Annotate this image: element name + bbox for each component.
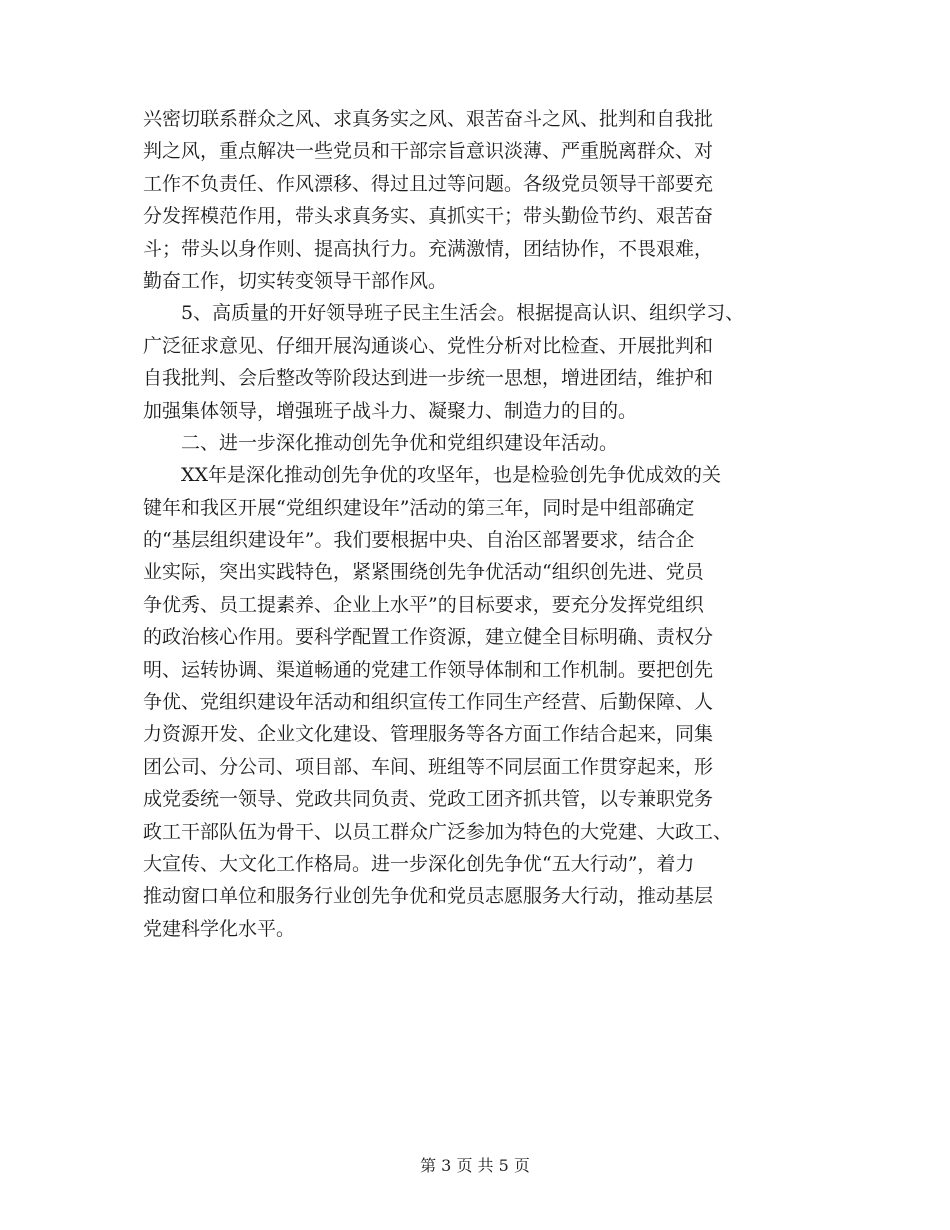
section-heading: 二、进一步深化推动创先争优和党组织建设年活动。 bbox=[143, 431, 619, 454]
text-line: 力资源开发、企业文化建设、管理服务等各方面工作结合起来，同集 bbox=[143, 723, 714, 746]
text-line: 工作不负责任、作风漂移、得过且过等问题。各级党员领导干部要充 bbox=[143, 172, 714, 195]
text-line: 自我批判、会后整改等阶段达到进一步统一思想，增进团结，维护和 bbox=[143, 367, 714, 390]
text-line: 争优秀、员工提素养、企业上水平”的目标要求，要充分发挥党组织 bbox=[143, 593, 704, 616]
text-line: 勤奋工作，切实转变领导干部作风。 bbox=[143, 269, 448, 292]
text-line: 广泛征求意见、仔细开展沟通谈心、党性分析对比检查、开展批判和 bbox=[143, 334, 714, 357]
text-line: 党建科学化水平。 bbox=[143, 917, 296, 940]
text-line: 5、高质量的开好领导班子民主生活会。根据提高认识、组织学习、 bbox=[143, 302, 745, 325]
text-line: 大宣传、大文化工作格局。进一步深化创先争优“五大行动”，着力 bbox=[143, 852, 695, 875]
text-line: 分发挥模范作用，带头求真务实、真抓实干；带头勤俭节约、艰苦奋 bbox=[143, 205, 714, 228]
text-line: 成党委统一领导、党政共同负责、党政工团齐抓共管，以专兼职党务 bbox=[143, 788, 714, 811]
document-body bbox=[143, 103, 833, 945]
text-line: 加强集体领导，增强班子战斗力、凝聚力、制造力的目的。 bbox=[143, 399, 638, 422]
page-footer: 第 3 页 共 5 页 bbox=[420, 1156, 530, 1175]
text-line: 判之风，重点解决一些党员和干部宗旨意识淡薄、严重脱离群众、对 bbox=[143, 140, 714, 163]
text-line: 团公司、分公司、项目部、车间、班组等不同层面工作贯穿起来，形 bbox=[143, 755, 714, 778]
text-line: 的“基层组织建设年”。我们要根据中央、自治区部署要求，结合企 bbox=[143, 529, 695, 552]
text-line: 推动窗口单位和服务行业创先争优和党员志愿服务大行动，推动基层 bbox=[143, 885, 714, 908]
text-line: 斗；带头以身作则、提高执行力。充满激情，团结协作，不畏艰难， bbox=[143, 237, 714, 260]
text-line: 键年和我区开展“党组织建设年”活动的第三年，同时是中组部确定 bbox=[143, 496, 695, 519]
text-line: 争优、党组织建设年活动和组织宣传工作同生产经营、后勤保障、人 bbox=[143, 691, 714, 714]
text-line: 业实际，突出实践特色，紧紧围绕创先争优活动“组织创先进、党员 bbox=[143, 561, 704, 584]
text-line: XX年是深化推动创先争优的攻坚年，也是检验创先争优成效的关 bbox=[143, 464, 722, 487]
text-line: 明、运转协调、渠道畅通的党建工作领导体制和工作机制。要把创先 bbox=[143, 658, 714, 681]
text-line: 政工干部队伍为骨干、以员工群众广泛参加为特色的大党建、大政工、 bbox=[143, 820, 733, 843]
text-line: 兴密切联系群众之风、求真务实之风、艰苦奋斗之风、批判和自我批 bbox=[143, 108, 714, 130]
text-line: 的政治核心作用。要科学配置工作资源，建立健全目标明确、责权分 bbox=[143, 626, 714, 649]
